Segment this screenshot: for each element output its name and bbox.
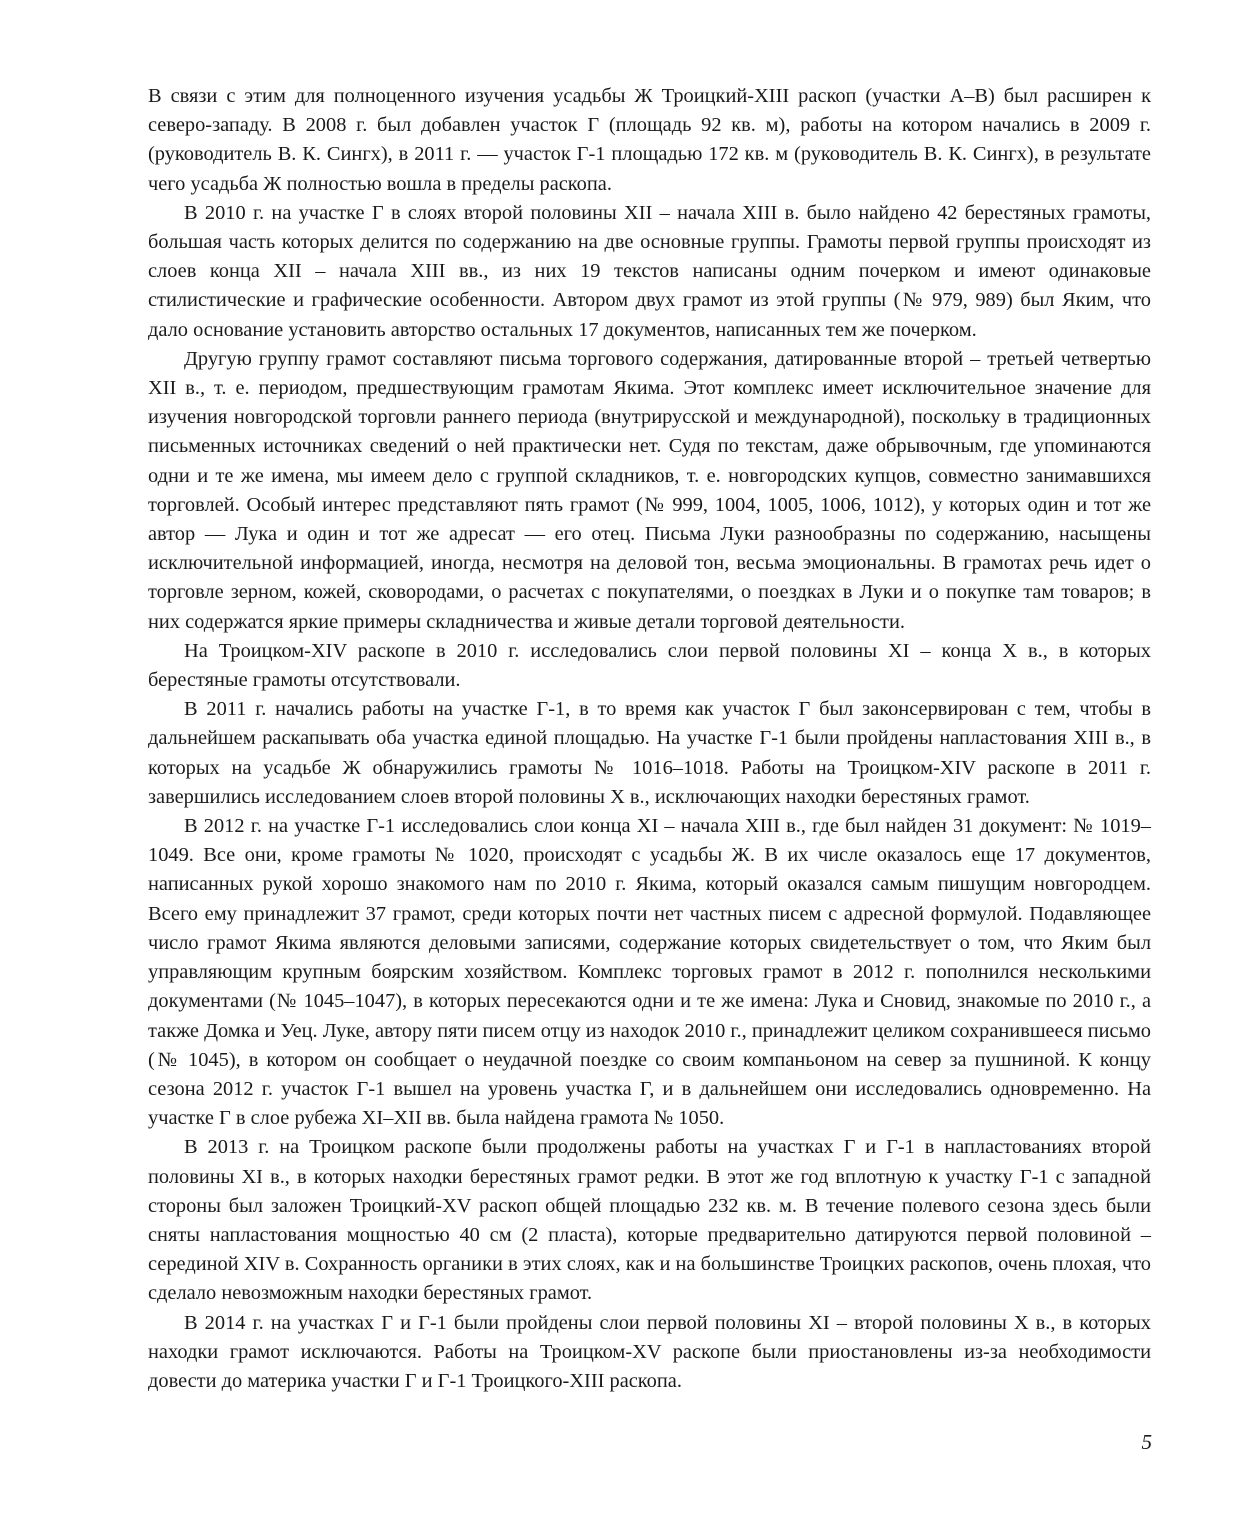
paragraph-8: В 2014 г. на участках Г и Г-1 были пройдены слои первой половины XI – второй половины X в., в которых находки грамот исключаются. Работы на Троицком-XV раскопе были приостановлены из-за необходимости довести до материка участки Г и Г-1 Троицкого-XIII раскопа. xyxy=(148,1311,1151,1392)
paragraph-7: В 2013 г. на Троицком раскопе были продолжены работы на участках Г и Г-1 в напластованиях второй половины XI в., в которых находки берестяных грамот редки. В этот же год вплотную к участку Г-1 с западной стороны был заложен Троицкий-XV раскоп общей площадью 232 кв. м. В течение полевого сезона здесь были сняты напластования мощностью 40 см (2 пласта), которые предварительно датируются первой половиной – серединой XIV в. Сохранность органики в этих слоях, как и на большинстве Троицких раскопов, очень плохая, что сделало невозможным находки берестяных грамот. xyxy=(148,1136,1151,1305)
page-number: 5 xyxy=(1141,1430,1152,1454)
paragraph-6: В 2012 г. на участке Г-1 исследовались слои конца XI – начала XIII в., где был найден 31 документ: № 1019–1049. Все они, кроме грамоты № 1020, происходят с усадьбы Ж. В их числе оказалось еще 17 документов, написанных рукой хорошо знакомого нам по 2010 г. Якима, который оказался самым пишущим новгородцем. Всего ему принадлежит 37 грамот, среди которых почти нет частных писем с адресной формулой. Подавляющее число грамот Якима являются деловыми записями, содержание которых свидетельствует о том, что Яким был управляющим крупным боярским хозяйством. Комплекс торговых грамот в 2012 г. пополнился несколькими документами (№ 1045–1047), в которых пересекаются одни и те же имена: Лука и Сновид, знакомые по 2010 г., а также Домка и Уец. Луке, автору пяти писем отцу из находок 2010 г., принадлежит целиком сохранившееся письмо (№ 1045), в котором он сообщает о неудачной поездке со своим компаньоном на север за пушниной. К концу сезона 2012 г. участок Г-1 вышел на уровень участка Г, и в дальнейшем они исследовались одновременно. На участке Г в слое рубежа XI–XII вв. была найдена грамота № 1050. xyxy=(148,815,1151,1130)
paragraph-1: В связи с этим для полноценного изучения усадьбы Ж Троицкий-XIII раскоп (участки А–В) был расширен к северо-западу. В 2008 г. был добавлен участок Г (площадь 92 кв. м), работы на котором начались в 2009 г. (руководитель В. К. Сингх), в 2011 г. — участок Г-1 площадью 172 кв. м (руководитель В. К. Сингх), в результате чего усадьба Ж полностью вошла в пределы раскопа. xyxy=(148,85,1151,195)
paragraph-3: Другую группу грамот составляют письма торгового содержания, датированные второй – третьей четвертью XII в., т. е. периодом, предшествующим грамотам Якима. Этот комплекс имеет исключительное значение для изучения новгородской торговли раннего периода (внутрирусской и международной), поскольку в традиционных письменных источниках сведений о ней практически нет. Судя по текстам, даже обрывочным, где упоминаются одни и те же имена, мы имеем дело с группой складников, т. е. новгородских купцов, совместно занимавшихся торговлей. Особый интерес представляют пять грамот (№ 999, 1004, 1005, 1006, 1012), у которых один и тот же автор — Лука и один и тот же адресат — его отец. Письма Луки разнообразны по содержанию, насыщены исключительной информацией, иногда, несмотря на деловой тон, весьма эмоциональны. В грамотах речь идет о торговле зерном, кожей, сковородами, о расчетах с покупателями, о поездках в Луки и о покупке там товаров; в них содержатся яркие примеры складничества и живые детали торговой деятельности. xyxy=(148,347,1151,633)
paragraph-4: На Троицком-XIV раскопе в 2010 г. исследовались слои первой половины XI – конца X в., в которых берестяные грамоты отсутствовали. xyxy=(148,639,1151,692)
paragraph-2: В 2010 г. на участке Г в слоях второй половины XII – начала XIII в. было найдено 42 берестяных грамоты, большая часть которых делится по содержанию на две основные группы. Грамоты первой группы происходят из слоев конца XII – начала XIII вв., из них 19 текстов написаны одним почерком и имеют одинаковые стилистические и графические особенности. Автором двух грамот из этой группы (№ 979, 989) был Яким, что дало основание установить авторство остальных 17 документов, написанных тем же почерком. xyxy=(148,201,1151,341)
document-body xyxy=(148,82,1151,1396)
paragraph-5: В 2011 г. начались работы на участке Г-1, в то время как участок Г был законсервирован с тем, чтобы в дальнейшем раскапывать оба участка единой площадью. На участке Г-1 были пройдены напластования XIII в., в которых на усадьбе Ж обнаружились грамоты № 1016–1018. Работы на Троицком-XIV раскопе в 2011 г. завершились исследованием слоев второй половины X в., исключающих находки берестяных грамот. xyxy=(148,698,1151,808)
